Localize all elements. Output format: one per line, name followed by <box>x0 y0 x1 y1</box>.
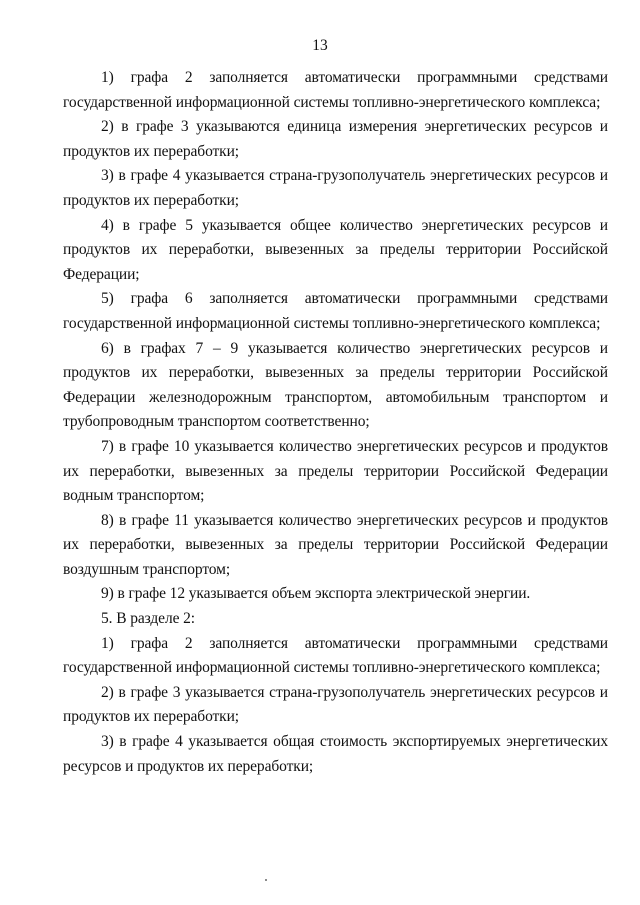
paragraph-section2-item3: 3) в графе 4 указывается общая стоимость экспортируемых энергетических ресурсов и продуктов их переработки; <box>63 733 608 775</box>
paragraph-section1-item5: 5) графа 6 заполняется автоматически программными средствами государственной информационной системы топливно-энергетического комплекса; <box>63 290 608 332</box>
paragraph-section1-item2: 2) в графе 3 указываются единица измерения энергетических ресурсов и продуктов их переработки; <box>63 118 608 160</box>
document-body <box>63 66 608 779</box>
paragraph-section1-item6: 6) в графах 7 – 9 указывается количество энергетических ресурсов и продуктов их переработки, вывезенных за пределы территории Российской Федерации железнодорожным транспортом, автомобильным транспортом и трубопроводным транспортом соответственно; <box>63 339 608 431</box>
paragraph-section1-item3: 3) в графе 4 указывается страна-грузополучатель энергетических ресурсов и продуктов их переработки; <box>63 167 608 209</box>
paragraph-section1-item9: 9) в графе 12 указывается объем экспорта электрической энергии. <box>101 585 531 603</box>
paragraph-section1-item8: 8) в графе 11 указывается количество энергетических ресурсов и продуктов их переработки, вывезенных за пределы территории Российской Федерации воздушным транспортом; <box>63 511 608 578</box>
paragraph-section1-item4: 4) в графе 5 указывается общее количество энергетических ресурсов и продуктов их переработки, вывезенных за пределы территории Российской Федерации; <box>63 216 608 283</box>
page-number: 13 <box>312 37 328 54</box>
section-heading: 5. В разделе 2: <box>101 610 195 628</box>
paragraph-section2-item1: 1) графа 2 заполняется автоматически программными средствами государственной информационной системы топливно-энергетического комплекса; <box>63 634 608 677</box>
scan-speck <box>265 879 267 881</box>
paragraph-section1-item1: 1) графа 2 заполняется автоматически программными средствами государственной информационной системы топливно-энергетического комплекса; <box>63 69 608 111</box>
paragraph-section2-item2: 2) в графе 3 указывается страна-грузополучатель энергетических ресурсов и продуктов их переработки; <box>63 683 608 726</box>
paragraph-section1-item7: 7) в графе 10 указывается количество энергетических ресурсов и продуктов их переработки, вывезенных за пределы территории Российской Федерации водным транспортом; <box>63 437 608 505</box>
